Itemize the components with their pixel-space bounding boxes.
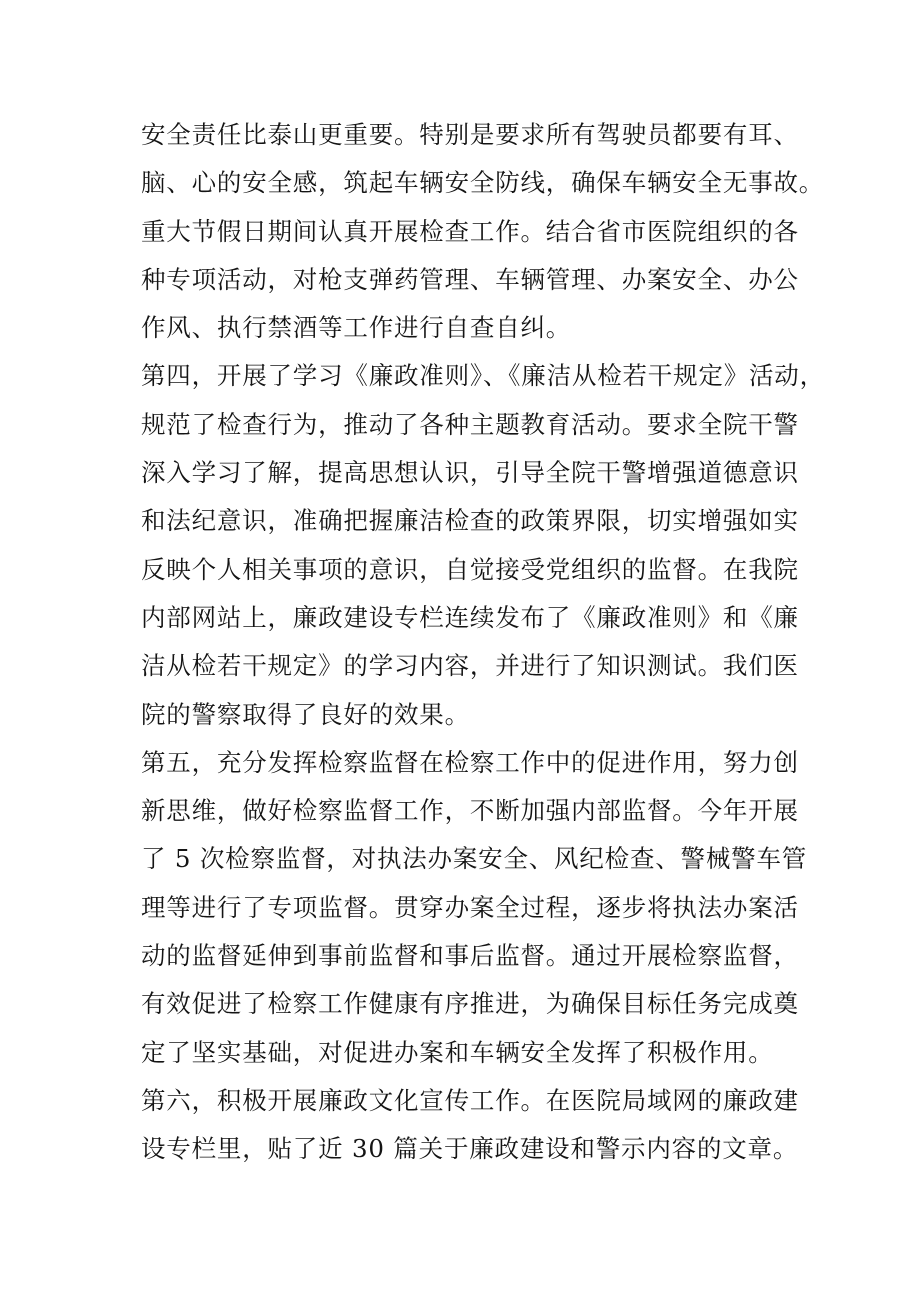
text-line: 作风、执行禁酒等工作进行自查自纠。: [141, 313, 572, 343]
text-line: 了 5 次检察监督，对执法办案安全、风纪检查、警械警车管: [141, 844, 808, 874]
body-text: [141, 111, 825, 1174]
text-line: 安全责任比泰山更重要。特别是要求所有驾驶员都要有耳、: [141, 120, 799, 149]
text-line: 定了坚实基础，对促进办案和车辆安全发挥了积极作用。: [141, 1037, 774, 1067]
text-line: 内部网站上，廉政建设专栏连续发布了《廉政准则》和《廉: [141, 602, 799, 632]
text-line: 新思维，做好检察监督工作，不断加强内部监督。今年开展: [141, 796, 799, 826]
text-line: 设专栏里，贴了近 30 篇关于廉政建设和警示内容的文章。: [141, 1134, 799, 1164]
text-line: 规范了检查行为，推动了各种主题教育活动。要求全院干警: [141, 409, 799, 439]
text-line: 第五，充分发挥检察监督在检察工作中的促进作用，努力创: [141, 747, 799, 777]
text-line: 有效促进了检察工作健康有序推进，为确保目标任务完成奠: [141, 989, 799, 1019]
text-line: 反映个人相关事项的意识，自觉接受党组织的监督。在我院: [141, 554, 799, 584]
text-line: 和法纪意识，准确把握廉洁检查的政策界限，切实增强如实: [141, 506, 799, 536]
text-line: 种专项活动，对枪支弹药管理、车辆管理、办案安全、办公: [141, 264, 799, 294]
text-line: 第六，积极开展廉政文化宣传工作。在医院局域网的廉政建: [141, 1085, 799, 1115]
text-line: 院的警察取得了良好的效果。: [141, 699, 470, 729]
text-line: 第四，开展了学习《廉政准则》、《廉洁从检若干规定》活动，: [141, 361, 825, 391]
text-line: 动的监督延伸到事前监督和事后监督。通过开展检察监督，: [141, 941, 799, 971]
text-line: 理等进行了专项监督。贯穿办案全过程，逐步将执法办案活: [141, 892, 799, 922]
text-line: 深入学习了解，提高思想认识，引导全院干警增强道德意识: [141, 458, 799, 488]
text-line: 洁从检若干规定》的学习内容，并进行了知识测试。我们医: [141, 651, 799, 681]
text-line: 重大节假日期间认真开展检查工作。结合省市医院组织的各: [141, 216, 799, 246]
text-line: 脑、心的安全感，筑起车辆安全防线，确保车辆安全无事故。: [141, 168, 825, 198]
